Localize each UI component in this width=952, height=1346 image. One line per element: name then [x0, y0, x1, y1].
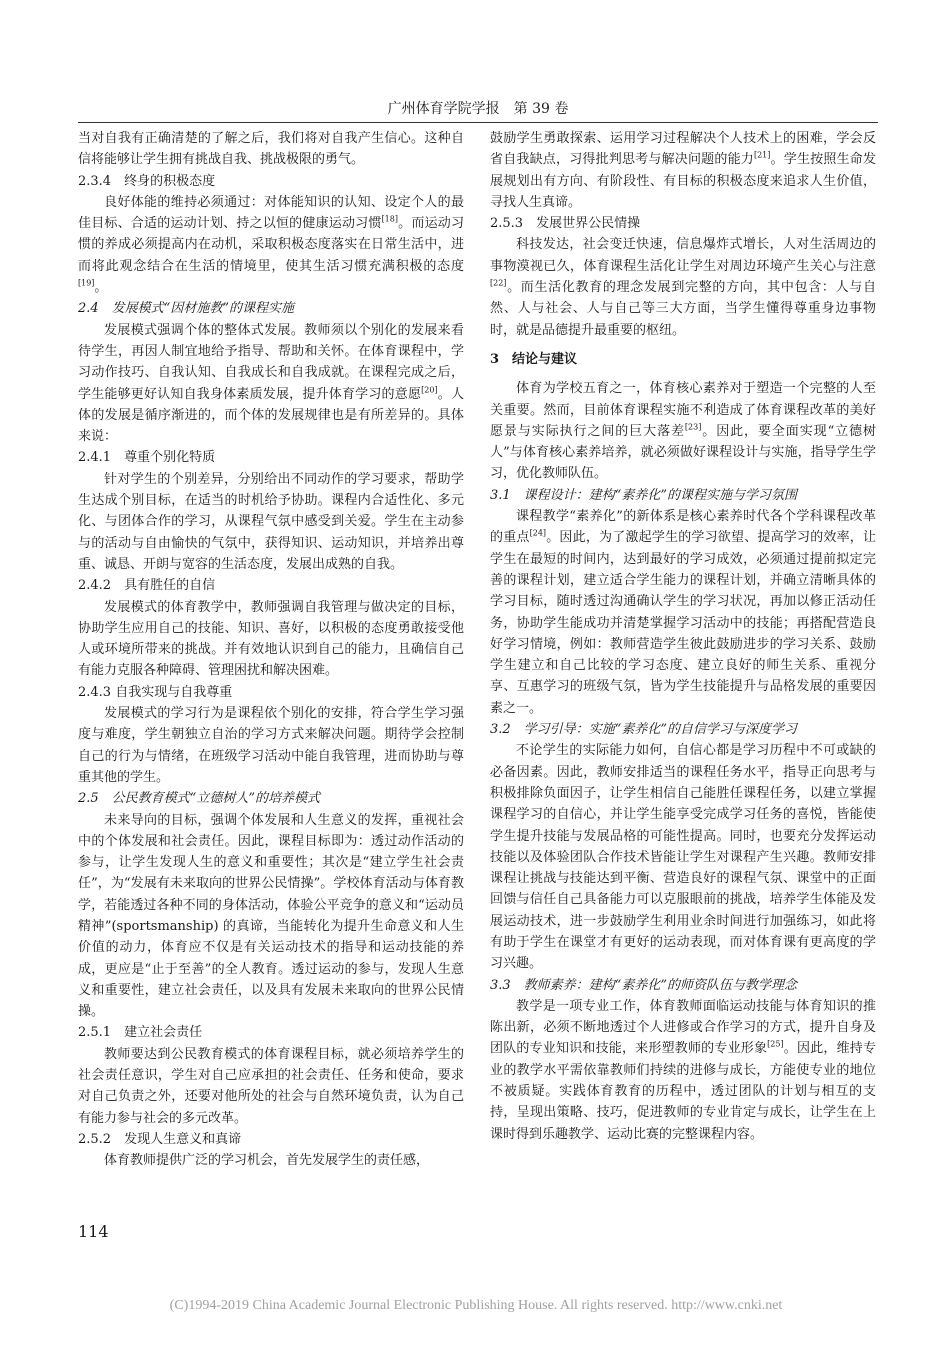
- paragraph-text: 体育教师提供广泛的学习机会，首先发展学生的责任感，: [104, 1153, 430, 1169]
- paragraph-text: 针对学生的个别差异，分别给出不同动作的学习要求，帮助学生达成个别目标，在适当的时机给予协助。课程内合适性化、多元化、与团体合作的学习，从课程气氛中感受到关爱。学生在主动参与的活动与自由愉快的气氛中，获得知识、运动知识，并培养出尊重、诚恳、开朗与宽容的生活态度，发展出成熟的自我。: [78, 471, 464, 572]
- citation-marker[interactable]: [23]: [684, 422, 702, 432]
- paragraph-text: 教师要达到公民教育模式的体育课程目标，就必须培养学生的社会责任意识，学生对自己应承担的社会责任、任务和使命，要求对自己负责之外，还要对他所处的社会与自然环境负责，认为自己有能力参与社会的多元改革。: [78, 1046, 464, 1126]
- section-heading: [490, 213, 876, 234]
- paragraph-text: 发展模式的学习行为是课程依个别化的安排，符合学生学习强度与难度，学生朝独立自治的学习方式来解决问题。期待学会控制自己的行为与情绪，在班级学习活动中能自我管理，进而协助与尊重其他的学生。: [78, 706, 464, 785]
- paragraph: [78, 703, 464, 788]
- section-heading: [78, 682, 464, 703]
- paragraph: [78, 320, 464, 448]
- paragraph-text: 科技发达，社会变迁快速，信息爆炸式增长，人对生活周边的事物漠视已久，体育课程生活化让学生对周边环境产生关心与注意: [490, 237, 876, 274]
- copyright-footer: (C)1994-2019 China Academic Journal Electronic Publishing House. All rights reserved. http://www.cnki.net: [169, 1298, 783, 1313]
- citation-marker[interactable]: [24]: [529, 529, 547, 539]
- paragraph: [78, 1044, 464, 1129]
- paragraph-text: 2.5.3 发展世界公民情操: [490, 216, 641, 232]
- paragraph-text: 。学生按照生命发展规划出有方向、有阶段性、有目标的积极态度来追求人生价值，寻找人生真谛。: [490, 152, 876, 210]
- paragraph: [78, 469, 464, 575]
- paragraph: [490, 506, 876, 719]
- paragraph-text: 3.2 学习引导：实施“素养化”的自信学习与深度学习: [490, 722, 797, 738]
- paragraph-text: 。因此，维持专业的教学水平需依靠教师们持续的进修与成长，方能使专业的地位不被质疑。实践体育教育的历程中，透过团队的计划与相互的支持，呈现出策略、技巧，促进教师的专业肯定与成长，让学生在上课时得到乐趣教学、运动比赛的完整课程内容。: [490, 1041, 876, 1142]
- paragraph-text: 。因此，要全面实现“立德树人”与体育核心素养培养，就必须做好课程设计与实施，指导学生学习，优化教师队伍。: [490, 423, 876, 482]
- paragraph-text: 当对自我有正确清楚的了解之后，我们将对自我产生信心。这种自信将能够让学生拥有挑战自我、挑战极限的勇气。: [78, 131, 464, 168]
- paragraph-text: 鼓励学生勇敢探索、运用学习过程解决个人技术上的困难，学会反省自我缺点，习得批判思考与解决问题的能力: [490, 131, 876, 168]
- left-column: [78, 128, 464, 1172]
- paragraph-text: 2.3.4 终身的积极态度: [78, 173, 216, 189]
- section-heading: [490, 485, 876, 506]
- paragraph-text: 3 结论与建议: [490, 351, 578, 367]
- paragraph-text: 3.1 课程设计：建构“素养化”的课程实施与学习氛围: [490, 487, 797, 503]
- section-heading: [490, 975, 876, 996]
- section-heading: [78, 171, 464, 192]
- paragraph-text: 2.4.3 自我实现与自我尊重: [78, 684, 233, 700]
- paragraph: [490, 234, 876, 340]
- section-heading: [490, 719, 876, 740]
- paragraph-text: 发展模式的体育教学中，教师强调自我管理与做决定的目标，协助学生应用自己的技能、知识、喜好，以积极的态度勇敢接受他人或环境所带来的挑战。并有效地认识到自己的能力，且确信自己有能力克服各种障碍、管理困扰和解决困难。: [78, 599, 464, 679]
- citation-marker[interactable]: [21]: [753, 150, 771, 160]
- paragraph-text: 2.4.1 尊重个别化特质: [78, 450, 216, 466]
- paragraph-text: 发展模式强调个体的整体式发展。教师须以个别化的发展来看待学生，再因人制宜地给予指导、帮助和关怀。在体育课程中，学习动作技巧、自我认知、自我成长和自我成就。在课程完成之后，学生能够更好认知自我身体素质发展，提升体育学习的意愿: [78, 322, 464, 402]
- section-heading: [78, 575, 464, 596]
- section-heading: [78, 788, 464, 809]
- paragraph: [490, 378, 876, 484]
- section-heading: [78, 298, 464, 319]
- journal-title: 广州体育学院学报 第 39 卷: [387, 101, 569, 117]
- paragraph-text: 2.5.2 发现人生意义和真谛: [78, 1131, 242, 1147]
- paragraph-text: 3.3 教师素养：建构“素养化”的师资队伍与教学理念: [490, 977, 797, 993]
- right-column: [490, 128, 876, 1145]
- paragraph-text: 不论学生的实际能力如何，自信心都是学习历程中不可或缺的必备因素。因此，教师安排适当的课程任务水平，指导正向思考与积极排除负面因子，让学生相信自己能胜任课程任务，以建立掌握课程学习的自信心，并让学生能享受完成学习任务的喜悦，皆能使学生提升技能与发展品格的可能性提高。同时，也要充分发挥运动技能以及体验团队合作技术皆能让学生对课程产生兴趣。教师安排课程让挑战与技能达到平衡、营造良好的课程气氛、课堂中的正面回馈与信任自己具备能力可以克服眼前的挑战，培养学生体能及发展运动技术，进一步鼓励学生利用业余时间进行加强练习，如此将有助于学生在课堂才有更好的运动表现，而对体育课有更高度的学习兴趣。: [490, 743, 876, 972]
- paragraph: [490, 996, 876, 1145]
- citation-marker[interactable]: [19]: [78, 278, 95, 288]
- citation-marker[interactable]: [22]: [490, 278, 507, 288]
- paragraph: [78, 597, 464, 682]
- paragraph-text: 未来导向的目标，强调个体发展和人生意义的发挥，重视社会中的个体发展和社会责任。因此，课程目标即为：透过动作活动的参与，让学生发现人生的意义和重要性；其次是“建立学生社会责任”，为“发展有未来取向的世界公民情操”。学校体育活动与体育教学，若能透过各种不同的身体活动，体验公平竞争的意义和“运动员精神”(sportsmanship) 的真谛，当能转化为提升生命意义和人生价值的动力，体育应不仅是有关运动技术的指导和运动技能的养成，更应是“止于至善”的全人教育。透过运动的参与，发现人生意义和重要性，建立社会责任，以及具有发展未来取向的世界公民情操。: [78, 812, 464, 1020]
- paragraph: [490, 740, 876, 974]
- paragraph-text: 。因此，为了激起学生的学习欲望、提高学习的效率，让学生在最短的时间内，达到最好的学习成效，必须通过提前拟定完善的课程计划，建立适合学生能力的课程计划，并确立清晰具体的学习目标，随时透过沟通确认学生的学习状况，再加以修正活动任务，协助学生能成功并清楚掌握学习活动中的技能；再搭配营造良好学习情境，例如：教师营造学生彼此鼓励进步的学习关系、鼓励学生建立和自己比较的学习态度、建立良好的师生关系、重视分享、互惠学习的班级气氛，皆为学生技能提升与品格发展的重要因素之一。: [490, 530, 876, 716]
- paragraph-text: 。而运动习惯的养成必须提高内在动机，采取积极态度落实在日常生活中，进而将此观念结合在生活的情境里，使其生活习惯充满积极的态度: [78, 216, 464, 274]
- paragraph-text: 2.5.1 建立社会责任: [78, 1025, 203, 1041]
- citation-marker[interactable]: [18]: [381, 214, 398, 224]
- section-heading: [78, 1129, 464, 1150]
- paragraph-text: 。: [94, 280, 108, 296]
- paragraph-text: 。而生活化教育的理念发展到完整的方向，其中包含：人与自然、人与社会、人与自己等三大方面，当学生懂得尊重身边事物时，就是品德提升最重要的枢纽。: [490, 280, 876, 338]
- paragraph-text: 良好体能的维持必须通过：对体能知识的认知、设定个人的最佳目标、合适的运动计划、持之以恒的健康运动习惯: [78, 194, 464, 232]
- section-heading: [78, 447, 464, 468]
- paragraph-text: 2.4 发展模式“因材施教”的课程实施: [78, 301, 294, 317]
- paragraph-text: 课程教学“素养化”的新体系是核心素养时代各个学科课程改革的重点: [490, 509, 876, 546]
- citation-marker[interactable]: [25]: [767, 1040, 784, 1050]
- citation-marker[interactable]: [20]: [421, 385, 438, 395]
- paragraph-text: 。人体的发展是循序渐进的，而个体的发展规律也是有所差异的。具体来说：: [78, 386, 464, 445]
- page-number: 114: [78, 1222, 109, 1241]
- paragraph: [490, 128, 876, 213]
- paragraph-text: 2.4.2 具有胜任的自信: [78, 578, 216, 594]
- section-heading: [490, 349, 876, 370]
- paragraph: [78, 810, 464, 1023]
- section-heading: [78, 1022, 464, 1043]
- paragraph-text: 体育为学校五育之一，体育核心素养对于塑造一个完整的人至关重要。然而，目前体育课程实施不利造成了体育课程改革的美好愿景与实际执行之间的巨大落差: [490, 381, 876, 439]
- running-header: [78, 100, 878, 123]
- paragraph: [78, 128, 464, 171]
- paragraph-text: 教学是一项专业工作，体育教师面临运动技能与体育知识的推陈出新，必须不断地透过个人进修或合作学习的方式，提升自身及团队的专业知识和技能，来形塑教师的专业形象: [490, 998, 876, 1057]
- paragraph-text: 2.5 公民教育模式“立德树人”的培养模式: [78, 791, 320, 807]
- paragraph: [78, 1150, 464, 1171]
- paragraph: [78, 192, 464, 298]
